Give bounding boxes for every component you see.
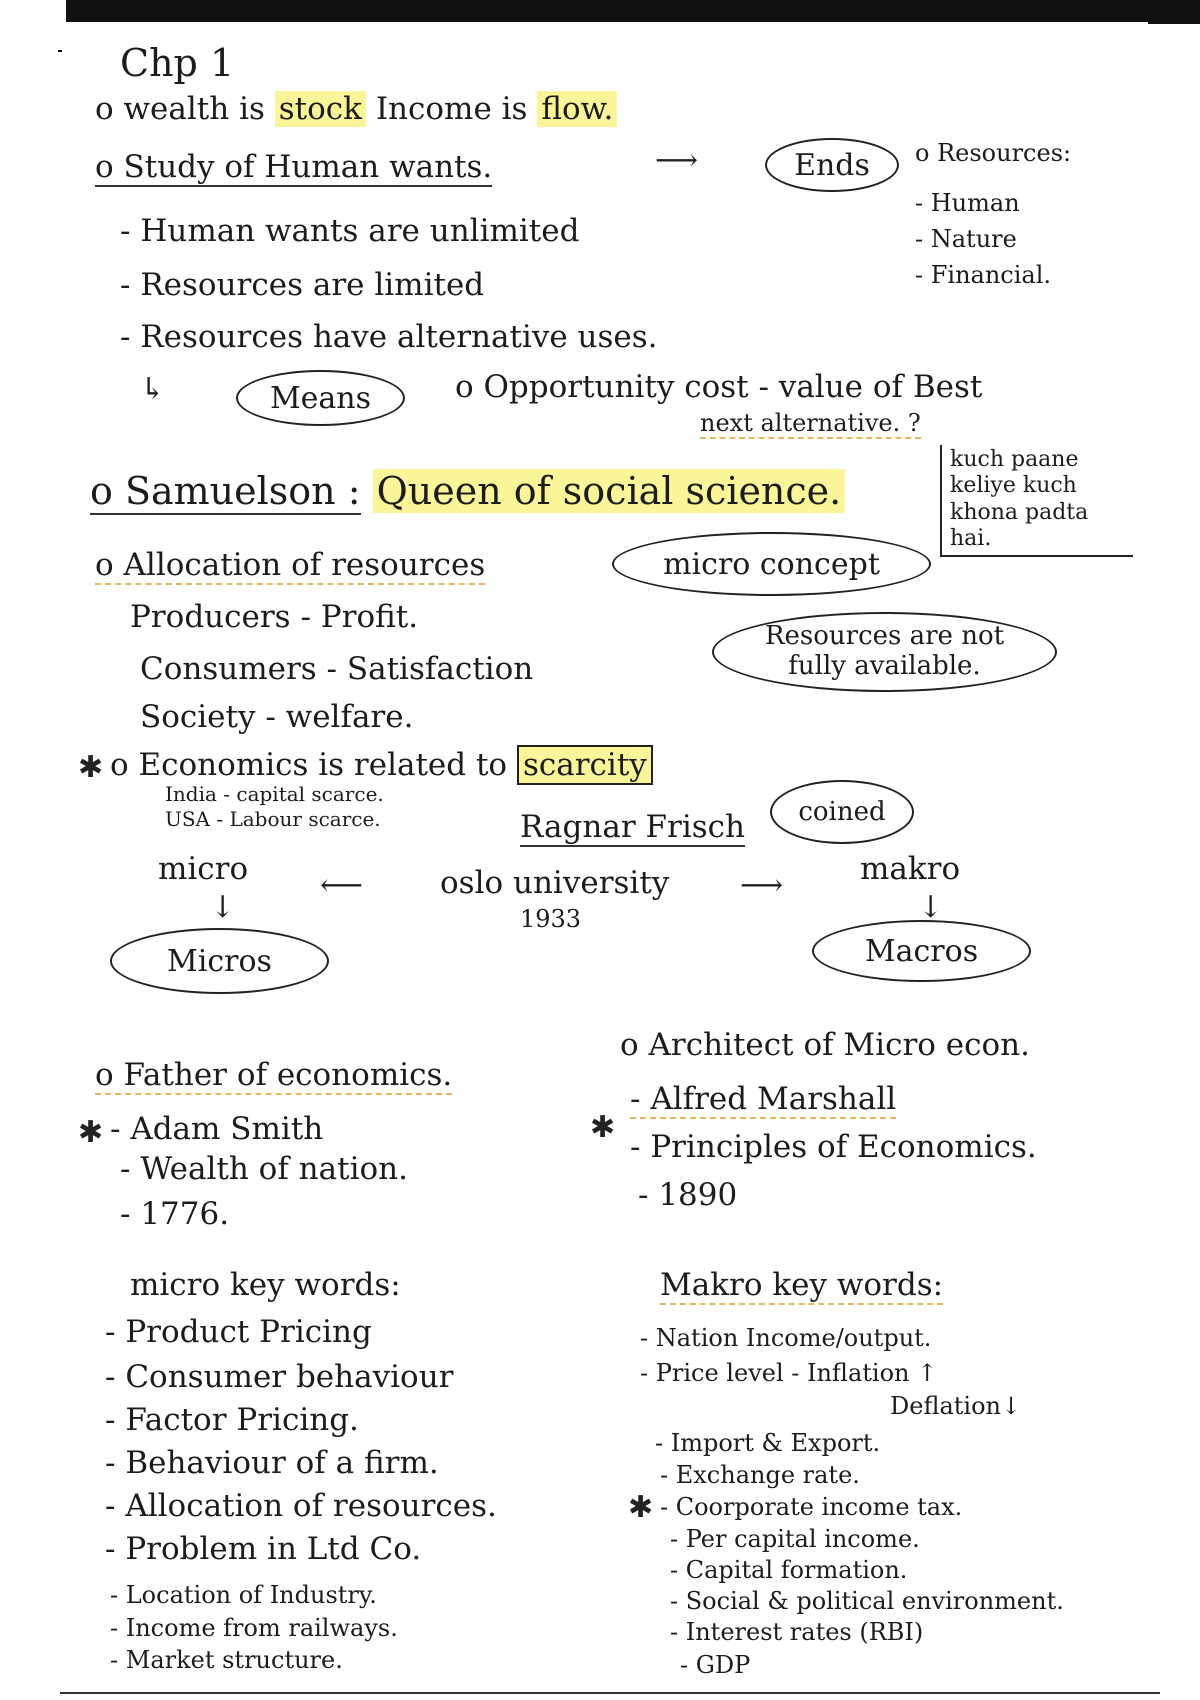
- hook-arrow-icon: ↳: [140, 372, 166, 407]
- stock-highlight: stock: [275, 91, 366, 127]
- micro-word: micro: [158, 851, 249, 887]
- chapter-heading: Chp 1: [120, 41, 235, 85]
- page-top-edge: [0, 0, 1200, 22]
- income-text: Income is: [375, 91, 528, 127]
- micro-keyword-item: - Behaviour of a firm.: [105, 1445, 439, 1481]
- principles-of-economics: - Principles of Economics.: [630, 1129, 1037, 1165]
- wealth-of-nation: - Wealth of nation.: [120, 1151, 408, 1187]
- micro-keyword-item: - Market structure.: [110, 1646, 343, 1674]
- micro-keyword-item: - Consumer behaviour: [105, 1359, 454, 1395]
- micro-concept-bubble: micro concept: [612, 532, 931, 596]
- macro-keyword-item: - Capital formation.: [670, 1556, 908, 1584]
- macro-keyword-item: - Per capital income.: [670, 1525, 920, 1553]
- micro-keyword-item: - Income from railways.: [110, 1614, 398, 1642]
- micro-keyword-item: - Location of Industry.: [110, 1581, 377, 1609]
- producers-profit: Producers - Profit.: [130, 599, 419, 635]
- point-wants-unlimited: - Human wants are unlimited: [120, 213, 580, 249]
- wealth-prefix: o wealth is: [95, 91, 265, 127]
- consumers-satisfaction: Consumers - Satisfaction: [140, 651, 534, 687]
- adam-smith: - Adam Smith: [110, 1111, 324, 1147]
- year-1890: - 1890: [638, 1177, 738, 1213]
- macro-keyword-item: Deflation↓: [890, 1392, 1022, 1420]
- micros-bubble: Micros: [110, 928, 329, 994]
- arrow-to-ends-icon: ⟶: [655, 143, 699, 178]
- father-heading: o Father of economics.: [95, 1057, 453, 1093]
- point-alternative-uses: - Resources have alternative uses.: [120, 319, 658, 355]
- micro-keyword-item: - Factor Pricing.: [105, 1402, 359, 1438]
- year-1776: - 1776.: [120, 1196, 230, 1232]
- micro-keyword-item: - Allocation of resources.: [105, 1488, 497, 1524]
- macro-keyword-item: - Nation Income/output.: [640, 1324, 932, 1352]
- macro-keyword-item: - Interest rates (RBI): [670, 1618, 924, 1646]
- macro-keyword-item: - Price level - Inflation ↑: [640, 1359, 938, 1387]
- micro-keyword-item: - Product Pricing: [105, 1314, 372, 1350]
- star-icon: ✱: [628, 1490, 654, 1525]
- usa-labour-scarce: USA - Labour scarce.: [165, 807, 381, 831]
- macro-keyword-item: - GDP: [680, 1651, 751, 1679]
- scarcity-box: scarcity: [517, 745, 653, 785]
- samuelson-line: [90, 470, 845, 514]
- macro-keyword-item: - Social & political environment.: [670, 1587, 1064, 1615]
- samuelson-callout: kuch paane keliye kuch khona padta hai.: [940, 445, 1133, 557]
- resource-nature: - Nature: [915, 225, 1017, 253]
- right-arrow-icon: ⟶: [740, 868, 784, 903]
- oslo-university: oslo university: [440, 865, 670, 901]
- society-welfare: Society - welfare.: [140, 699, 414, 735]
- opportunity-cost-line1: o Opportunity cost - value of Best: [455, 369, 983, 405]
- macro-keyword-item: - Exchange rate.: [660, 1461, 860, 1489]
- star-icon: ✱: [78, 1115, 104, 1150]
- resources-not-available-bubble: Resources are not fully available.: [712, 612, 1057, 692]
- study-heading: o Study of Human wants.: [95, 149, 493, 185]
- allocation-heading: o Allocation of resources: [95, 547, 486, 583]
- alfred-marshall: - Alfred Marshall: [630, 1081, 897, 1117]
- down-arrow-macro-icon: ↓: [918, 890, 944, 925]
- star-icon: ✱: [78, 750, 104, 785]
- queen-of-social-science: Queen of social science.: [373, 469, 846, 513]
- macro-keyword-item: - Coorporate income tax.: [660, 1493, 963, 1521]
- macro-keywords-heading: Makro key words:: [660, 1267, 944, 1303]
- year-1933: 1933: [520, 905, 582, 933]
- samuelson-name: o Samuelson :: [90, 469, 361, 513]
- flow-highlight: flow.: [537, 91, 617, 127]
- macro-word: makro: [860, 851, 961, 887]
- scarcity-line: o Economics is related to scarcity: [110, 748, 653, 784]
- resource-human: - Human: [915, 189, 1020, 217]
- opportunity-cost-line2: next alternative. ?: [700, 409, 921, 437]
- micro-keywords-heading: micro key words:: [130, 1267, 401, 1303]
- means-bubble: Means: [236, 370, 405, 426]
- resources-heading: o Resources:: [915, 139, 1072, 167]
- macro-keyword-item: - Import & Export.: [655, 1429, 881, 1457]
- ragnar-frisch: Ragnar Frisch: [520, 809, 745, 845]
- down-arrow-micro-icon: ↓: [210, 890, 236, 925]
- resource-financial: - Financial.: [915, 261, 1052, 289]
- page-bottom-edge: [60, 1692, 1160, 1694]
- macros-bubble: Macros: [812, 920, 1031, 982]
- coined-bubble: coined: [770, 780, 914, 844]
- point-resources-limited: - Resources are limited: [120, 267, 485, 303]
- architect-heading: o Architect of Micro econ.: [620, 1027, 1030, 1063]
- wealth-line: [95, 92, 617, 128]
- micro-keyword-item: - Problem in Ltd Co.: [105, 1531, 422, 1567]
- india-capital-scarce: India - capital scarce.: [165, 782, 384, 806]
- star-icon: ✱: [590, 1110, 616, 1145]
- ends-bubble: Ends: [765, 138, 899, 192]
- left-arrow-icon: ⟵: [320, 868, 364, 903]
